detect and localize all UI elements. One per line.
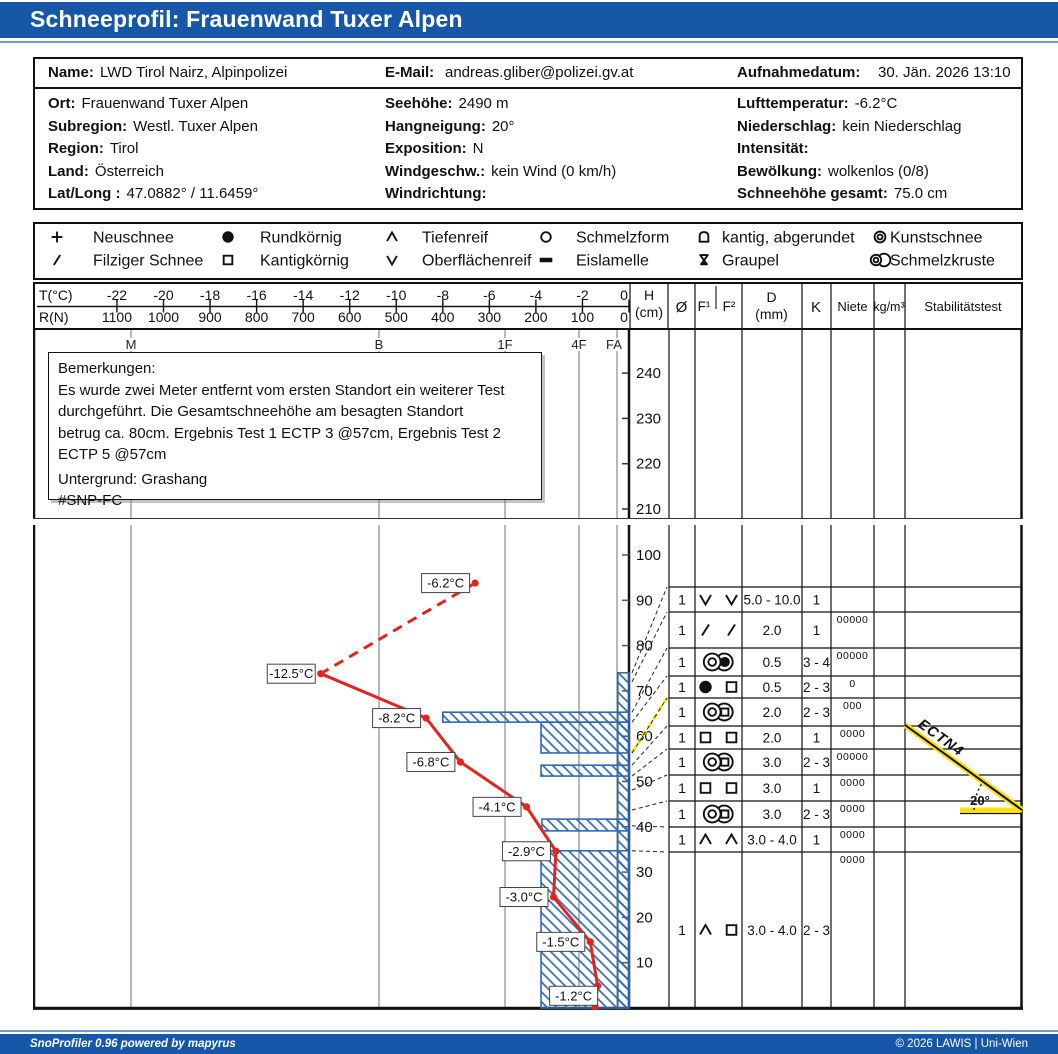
legend-label: Kantigkörnig [260,252,349,270]
cell-count: 1 [678,754,686,770]
footer-bar [0,1034,1058,1054]
h-tick-upper: 210 [636,501,662,518]
metadata-field: Schneehöhe gesamt: 75.0 cm [737,185,948,203]
grain-legend [33,222,1023,280]
h-tick-upper: 220 [636,455,662,473]
grain-caret-up-icon [726,835,737,845]
metadata-field: Bewölkung: wolkenlos (0/8) [737,162,929,180]
grain-open-square-icon [727,733,737,743]
h-tick-lower: 40 [636,818,653,836]
cell-niete: 0000 [839,854,866,866]
legend-label: Tiefenreif [422,229,489,247]
r-axis-tick: 200 [524,309,548,325]
t-axis-label: T(°C) [39,287,73,303]
grain-melt-crust-icon [871,254,891,267]
axis-header [33,282,1023,330]
name-value: LWD Tirol Nairz, Alpinpolizei [100,64,288,81]
grain-open-square-icon [224,256,233,265]
title-bar [0,2,1058,38]
slope-angle-label: 20° [970,793,990,808]
air-temperature-point [472,579,479,586]
grain-open-square-icon [727,783,737,793]
metadata-field: Intensität: [737,140,809,158]
grain-open-square-icon [727,682,737,692]
temperature-point [523,803,530,810]
grain-slash-icon [54,255,60,265]
grain-ice-bar-icon [540,258,553,263]
metadata-field: Lat/Long : 47.0882° / 11.6459° [48,185,259,203]
grain-slash-icon [702,625,709,636]
r-axis-label: R(N) [39,309,69,325]
cell-d-mm: 3.0 [762,807,782,822]
t-axis-tick: -20 [153,287,174,303]
grain-open-square-icon [727,925,737,935]
remarks-line: ECTP 5 @57cm [58,446,167,463]
grain-crust-square-icon [704,806,733,823]
grain-open-circle-icon [541,232,551,242]
legend-label: Oberflächenreif [422,252,532,270]
cell-niete: 0000 [839,777,866,789]
email-label: E-Mail: [385,64,435,81]
h-tick-lower: 80 [636,637,653,655]
r-axis-tick: 700 [291,309,315,325]
metadata-col-terrain [385,93,715,206]
r-axis-tick: 500 [384,309,408,325]
metadata-field: Windgeschw.: kein Wind (0 km/h) [385,162,617,180]
temperature-label: -6.2°C [427,575,465,591]
t-axis-tick: -6 [483,287,496,303]
hardness-scale-label: M [125,337,137,352]
metadata-name-row [35,59,1021,89]
grain-caret-up-icon [387,233,397,242]
cell-count: 1 [678,806,686,822]
cell-d-mm: 3.0 [762,755,782,770]
page-title: Schneeprofil: Frauenwand Tuxer Alpen [30,6,463,32]
t-axis-tick: -8 [436,287,450,303]
temperature-label: -6.8°C [412,754,450,770]
r-axis-tick: 600 [338,309,362,325]
metadata-field: Seehöhe: 2490 m [385,95,509,112]
header-count: Ø [675,299,688,316]
t-axis-tick: -22 [106,287,128,303]
header-f1: F¹ [697,299,711,314]
grain-crust-dot-icon [704,654,733,671]
t-axis-tick: -18 [199,287,221,303]
hardness-scale-label: 4F [571,337,587,352]
legend-label: Eislamelle [576,252,649,270]
grain-caret-down-icon [700,595,711,605]
cell-count: 1 [678,704,686,720]
temperature-point [317,670,324,677]
grain-graupel-icon [700,255,709,265]
cell-count: 1 [678,729,686,746]
cell-d-mm: 2.0 [762,705,782,720]
cell-count: 1 [678,622,686,638]
metadata-field: Niederschlag: kein Niederschlag [737,117,962,135]
r-axis-tick: 1000 [147,309,180,325]
cell-d-mm: 0.5 [762,655,782,670]
hardness-bar [542,819,629,831]
cell-k: 2 - 3 [802,807,831,822]
metadata-box [33,57,1023,210]
remarks-tag: #SNP-FC [58,492,123,509]
metadata-col-weather [737,93,1058,206]
temperature-point [457,758,464,765]
header-d-unit: (mm) [755,306,788,322]
t-axis-tick: -10 [386,287,407,303]
grain-caret-up-icon [700,925,711,935]
temperature-label: -2.9°C [507,843,545,859]
cell-niete: 00000 [836,614,869,626]
legend-label: Rundkörnig [260,229,342,247]
metadata-field: Windrichtung: [385,185,487,203]
remarks-line: durchgeführt. Die Gesamtschneehöhe am besagten Standort [58,403,464,420]
hardness-scale-label: B [374,337,384,352]
cell-niete: 000 [842,700,863,712]
header-f2: F² [722,299,736,314]
grain-caret-down-icon [387,256,397,265]
grain-slash-icon [728,625,735,636]
cell-k: 2 - 3 [802,755,831,770]
grain-open-square-icon [701,783,711,793]
date-label: Aufnahmedatum: [737,64,861,81]
header-density: kg/m³ [873,300,905,314]
cell-d-mm: 3.0 [762,781,782,796]
temperature-label: -4.1°C [478,799,516,815]
metadata-field: Exposition: N [385,140,484,158]
grain-rounded-square-icon [700,232,709,242]
r-axis-tick: 300 [477,309,502,325]
cell-niete: 0 [849,678,856,690]
temperature-label: -1.2°C [555,988,593,1004]
header-k: K [810,299,822,316]
t-axis-tick: -2 [576,287,589,303]
metadata-field: Hangneigung: 20° [385,117,515,135]
r-axis-tick: 800 [244,309,269,325]
hardness-bar [443,712,629,722]
remarks-line: Es wurde zwei Meter entfernt vom ersten Standort ein weiterer Test [58,381,505,399]
metadata-field: Lufttemperatur: -6.2°C [737,95,898,112]
stability-test-label: ECTN4 [914,716,967,761]
cell-count: 1 [678,591,686,608]
h-axis-label: H [643,287,655,303]
h-axis-unit: (cm) [635,304,663,320]
h-tick-lower: 60 [636,728,653,746]
h-tick-lower: 50 [636,773,653,791]
cell-d-mm: 2.0 [762,730,782,746]
h-tick-lower: 20 [636,909,653,927]
remarks-line: betrug ca. 80cm. Ergebnis Test 1 ECTP 3 @57cm, Ergebnis Test 2 [58,424,501,442]
metadata-field: Subregion: Westl. Tuxer Alpen [48,117,258,135]
hardness-bar [541,765,629,776]
hardness-scale-label: FA [606,337,622,352]
grain-crust-square-icon [704,704,733,721]
h-tick-lower: 10 [636,954,653,972]
cell-k: 2 - 3 [802,923,831,938]
r-axis-tick: 0 [620,309,628,325]
t-axis-tick: -16 [246,287,267,303]
cell-niete: 0000 [839,728,866,740]
t-axis-tick: -4 [529,287,543,303]
cell-k: 1 [812,730,821,746]
cell-d-mm: 2.0 [762,623,782,638]
cell-count: 1 [678,922,686,938]
title-underline [0,41,1058,43]
cell-d-mm: 5.0 - 10.0 [743,592,801,608]
date-value: 30. Jän. 2026 13:10 [878,64,1011,81]
cell-k: 2 - 3 [802,680,831,695]
axis-header-svg [35,284,1017,328]
grain-filled-circle-icon [223,232,233,242]
hardness-bar [541,722,629,753]
temperature-label: -8.2°C [378,710,416,726]
temperature-point [552,848,559,855]
footer-underline [0,1030,1058,1032]
cell-d-mm: 3.0 - 4.0 [747,832,797,848]
legend-label: Graupel [722,252,779,270]
temperature-label: -12.5°C [269,666,314,682]
legend-label: Schmelzkruste [890,252,995,270]
remarks-ground: Untergrund: Grashang [58,470,208,488]
legend-label: kantig, abgerundet [722,229,855,247]
legend-svg [35,224,1017,274]
metadata-field: Ort: Frauenwand Tuxer Alpen [48,95,249,112]
r-axis-tick: 900 [198,309,222,325]
grain-filled-circle-icon [700,682,711,693]
cell-count: 1 [678,780,686,796]
r-axis-tick: 1100 [101,309,133,325]
cell-d-mm: 3.0 - 4.0 [747,923,797,938]
temperature-point [550,893,557,900]
hardness-scale-label: 1F [497,337,513,352]
cell-count: 1 [678,679,686,695]
cell-k: 1 [812,832,821,848]
cell-niete: 00000 [836,751,869,763]
footer-app-credit: SnoProfiler 0.96 powered by mapyrus [30,1038,236,1050]
h-tick-lower: 70 [636,682,653,700]
temperature-point [423,714,430,721]
cell-count: 1 [678,831,686,848]
grain-double-circle-icon [875,232,886,243]
header-stability: Stabilitätstest [924,299,1002,314]
cell-d-mm: 0.5 [762,680,782,695]
legend-label: Neuschnee [93,229,174,247]
cell-k: 1 [812,781,821,796]
legend-label: Kunstschnee [890,229,983,247]
cell-k: 2 - 3 [802,705,831,720]
h-tick-lower: 90 [636,592,653,610]
cell-niete: 0000 [839,803,866,815]
metadata-col-location [48,93,378,206]
header-d: D [766,289,777,305]
remarks-box [48,352,542,509]
temperature-label: -1.5°C [542,934,580,950]
grain-caret-down-icon [726,595,737,605]
h-tick-lower: 100 [636,547,662,564]
footer-copyright: © 2026 LAWIS | Uni-Wien [895,1038,1028,1050]
r-axis-tick: 100 [570,309,595,325]
grain-caret-up-icon [700,835,711,845]
t-axis-tick: -12 [339,287,360,303]
cell-k: 1 [812,592,821,608]
cell-niete: 00000 [836,650,869,662]
temperature-point [587,938,594,945]
legend-label: Filziger Schnee [93,252,204,270]
legend-label: Schmelzform [576,229,670,247]
grain-plus-icon [52,232,63,243]
t-axis-tick: 0 [620,287,628,303]
h-tick-upper: 240 [636,365,662,383]
t-axis-tick: -14 [293,287,314,303]
temperature-label: -3.0°C [505,889,543,905]
h-tick-upper: 230 [636,410,662,428]
r-axis-tick: 400 [431,309,455,325]
cell-count: 1 [678,654,686,670]
header-niete: Niete [837,299,868,314]
grain-open-square-icon [701,733,711,743]
grain-crust-square-icon [704,754,733,771]
cell-k: 1 [812,623,821,638]
h-tick-lower: 30 [636,864,653,882]
email-value: andreas.gliber@polizei.gv.at [445,64,634,81]
cell-niete: 0000 [839,829,866,841]
metadata-field: Land: Österreich [48,162,165,180]
cell-k: 3 - 4 [802,655,831,670]
metadata-field: Region: Tirol [48,140,139,158]
name-label: Name: [48,64,94,81]
remarks-title: Bemerkungen: [58,360,156,377]
